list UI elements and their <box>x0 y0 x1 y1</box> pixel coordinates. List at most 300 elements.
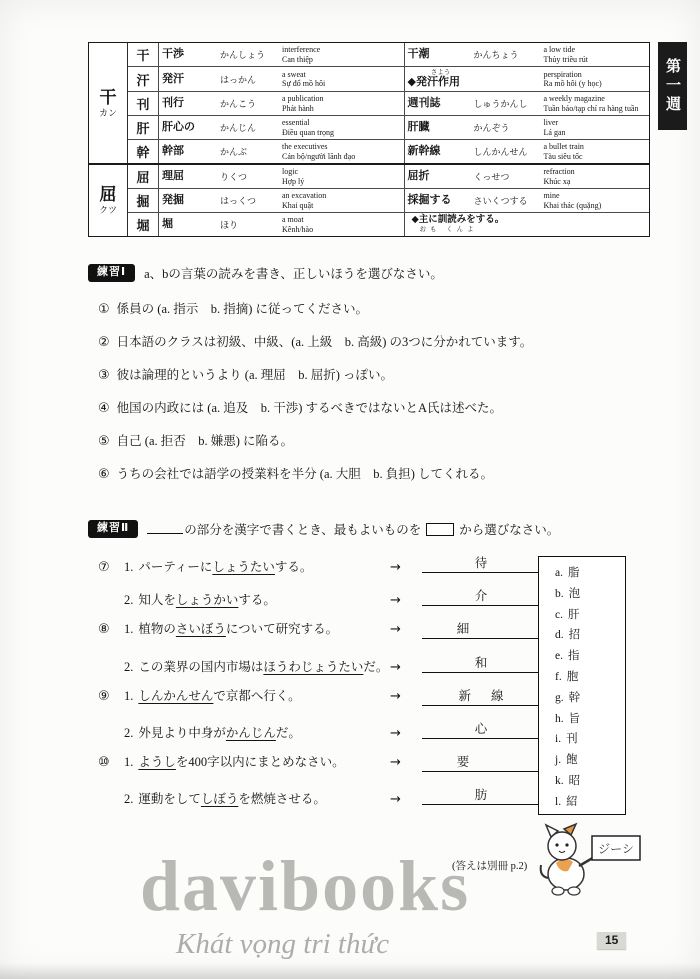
exercise1-item <box>98 301 646 334</box>
exercise1-instruction: a、bの言葉の読みを書き、正しいほうを選びなさい。 <box>144 267 443 281</box>
watermark-subtitle: Khát vọng tri thức <box>176 928 390 960</box>
option-letter: g. <box>555 691 564 704</box>
option-letter: e. <box>555 650 563 663</box>
underlined-kana: しんかんせん <box>138 688 214 703</box>
meaning-english: an excavation <box>282 191 327 200</box>
word-text: 肝臓 <box>407 121 430 133</box>
entry-reading: さいくつする <box>473 196 528 206</box>
entry-meanings <box>544 45 647 64</box>
cat-foot-left <box>552 887 564 895</box>
entry-right <box>405 140 650 163</box>
week-tab: 第一週 <box>658 42 687 130</box>
sub-number: 1. <box>124 688 134 703</box>
exercise2-line <box>98 785 540 818</box>
entry-meanings <box>282 45 401 64</box>
option-letter: b. <box>555 587 564 600</box>
exercise2-line <box>98 686 540 719</box>
option-letter: k. <box>555 774 564 787</box>
option-item <box>555 729 625 750</box>
option-letter: a. <box>555 567 563 579</box>
word-text: 干渉 <box>162 48 184 60</box>
usage-note-furigana: おも くんよ <box>419 226 478 233</box>
word-text: 新幹線 <box>407 145 441 157</box>
text-pre: この業界の国内市場は <box>138 659 264 674</box>
answer-blank-segment <box>471 760 487 770</box>
exercise1-badge: 練習Ⅰ <box>88 264 135 282</box>
option-item <box>555 667 625 688</box>
arrow-icon: → <box>390 593 401 609</box>
exercise2-line <box>98 719 540 752</box>
meaning-vietnamese: Khúc xạ <box>543 176 571 186</box>
item-number: ④ <box>98 401 110 416</box>
item-text <box>124 557 390 575</box>
word-text: 屈折 <box>407 170 430 182</box>
meaning-vietnamese: Phát hành <box>282 103 314 113</box>
cat-eye-left <box>555 843 558 846</box>
entry-right <box>405 189 650 212</box>
sub-number: 2. <box>124 659 134 674</box>
group-rows <box>128 43 649 163</box>
kanji-row <box>128 67 649 92</box>
exercise2-line <box>98 553 540 586</box>
entry-right <box>405 92 650 115</box>
item-number: ⑦ <box>98 560 110 575</box>
answer-blank-segment <box>457 661 473 671</box>
entry-left <box>159 92 405 115</box>
item-text <box>124 590 390 608</box>
meaning-english: a low tide <box>543 45 576 54</box>
word-text: 採掘する <box>407 194 452 206</box>
text-post: を燃焼させる。 <box>238 792 326 807</box>
entry-left <box>159 189 405 212</box>
answer-blank-segment <box>489 727 505 737</box>
exercise1-items <box>98 301 646 499</box>
item-number: ③ <box>98 368 110 383</box>
kanji-table <box>88 42 650 237</box>
meaning-english: a publication <box>282 94 324 103</box>
entry-meanings <box>544 191 647 210</box>
option-item <box>555 688 625 709</box>
entry-word <box>408 170 474 183</box>
text-post: だ。 <box>275 725 301 740</box>
text-post: だ。 <box>363 659 389 674</box>
cat-foot-right <box>568 887 580 895</box>
word-furigana: さよう <box>430 69 451 76</box>
word-text: 刊行 <box>162 97 184 109</box>
meaning-vietnamese: Tàu siêu tốc <box>543 151 583 161</box>
option-kanji: 旨 <box>568 712 581 725</box>
text-post: で京都へ行く。 <box>213 688 301 703</box>
answer-blank-segment <box>471 627 487 637</box>
word-text: 肝心の <box>162 121 195 133</box>
option-letter: h. <box>555 712 564 725</box>
answer-blank-segment <box>489 627 505 637</box>
entry-word <box>162 73 220 86</box>
answer-location-note: (答えは別冊 p.2) <box>452 861 528 872</box>
answer-kanji: 介 <box>474 589 488 604</box>
page-number: 15 <box>597 932 626 949</box>
underlined-kana: しょうたい <box>212 560 275 574</box>
item-text <box>124 723 390 741</box>
answer-kanji: 待 <box>474 556 488 570</box>
exercise2-line <box>98 653 540 686</box>
item-text: 係員の (a. 指示 b. 指摘) に従ってください。 <box>116 302 369 316</box>
kanji-row <box>128 213 649 236</box>
entry-word <box>408 194 474 207</box>
entry-word <box>408 97 474 110</box>
entry-word <box>162 48 220 61</box>
sub-number: 1. <box>124 560 134 574</box>
exercise2-line <box>98 586 540 619</box>
sub-number: 1. <box>124 755 134 770</box>
item-text <box>124 657 390 675</box>
underlined-kana: ようし <box>138 755 176 770</box>
row-kanji: 汗 <box>128 67 159 91</box>
meaning-vietnamese: Lá gan <box>543 127 566 137</box>
text-pre: 知人を <box>138 593 176 608</box>
meaning-vietnamese: Cán bộ/người lãnh đạo <box>282 151 356 161</box>
option-letter: j. <box>555 754 562 767</box>
entry-right <box>405 67 650 91</box>
entry-word <box>162 194 220 207</box>
answer-kanji: 肪 <box>474 788 488 803</box>
answer-blank <box>422 752 540 772</box>
option-letter: f. <box>555 670 562 683</box>
meaning-vietnamese: Can thiệp <box>282 54 313 64</box>
exercise2-header <box>88 520 559 538</box>
entry-word <box>162 218 220 231</box>
option-kanji: 招 <box>568 629 581 642</box>
kanji-row <box>128 43 649 67</box>
item-text <box>124 752 390 770</box>
meaning-english: liver <box>543 118 559 127</box>
entry-left <box>159 140 405 163</box>
arrow-icon: → <box>390 560 401 575</box>
meaning-english: essential <box>282 118 310 127</box>
entry-right <box>405 213 650 236</box>
item-text <box>124 686 390 704</box>
answer-blank-segment <box>457 793 473 803</box>
text-post: を400字以内にまとめなさい。 <box>175 755 345 770</box>
meaning-english: interference <box>282 45 321 54</box>
answer-blank <box>422 653 540 673</box>
entry-meanings <box>544 70 647 89</box>
option-kanji: 脂 <box>567 567 580 579</box>
exercise2-line <box>98 752 540 785</box>
item-number: ⑧ <box>98 622 110 638</box>
exercise1-header <box>88 264 443 282</box>
text-pre: 植物の <box>138 622 176 637</box>
word-text: 理屈 <box>162 170 184 182</box>
answer-kanji: 和 <box>474 655 488 670</box>
word-text: 干潮 <box>407 48 430 60</box>
kanji-row <box>128 116 649 140</box>
cat-eye-right <box>565 843 568 846</box>
answer-blank-segment <box>457 594 473 604</box>
item-number: ① <box>98 302 110 317</box>
entry-reading: かんちょう <box>473 50 519 60</box>
group-head-kanji: 干 <box>99 87 117 107</box>
answer-blank <box>422 553 540 573</box>
option-item <box>555 563 625 584</box>
row-kanji: 堀 <box>128 213 159 236</box>
usage-note-text: ◆主に訓読みをする。 <box>411 215 505 225</box>
exercise1-item <box>98 433 646 466</box>
meaning-vietnamese: Sự đổ mồ hôi <box>282 79 326 88</box>
kanji-row <box>128 165 649 189</box>
cat-sign-text: ジーシ <box>598 842 634 856</box>
answer-blank-segment <box>489 760 505 770</box>
word-text: 堀 <box>162 218 173 230</box>
option-item <box>555 625 625 646</box>
item-text: 日本語のクラスは初級、中級、(a. 上級 b. 高級) の3つに分かれています。 <box>116 335 533 349</box>
sub-number: 2. <box>124 792 134 807</box>
text-pre: 外見より中身が <box>138 725 226 740</box>
answer-kanji: 線 <box>491 688 504 703</box>
item-text: 自己 (a. 拒否 b. 嫌悪) に陥る。 <box>116 434 294 448</box>
answer-blank-segment <box>457 561 473 571</box>
entry-reading: りくつ <box>220 172 248 182</box>
options-list <box>555 563 625 813</box>
option-item <box>555 605 625 626</box>
meaning-english: the executives <box>282 142 328 151</box>
option-item <box>555 750 625 771</box>
entry-word <box>408 121 474 134</box>
usage-note <box>408 215 505 234</box>
text-post: する。 <box>274 560 313 574</box>
meaning-vietnamese: Hợp lý <box>282 176 305 186</box>
entry-word <box>162 121 220 134</box>
option-item <box>555 792 625 813</box>
kanji-group <box>89 163 649 236</box>
watermark: davibooks <box>140 846 471 926</box>
exercise2-line <box>98 619 540 652</box>
option-kanji: 幹 <box>568 691 581 704</box>
row-kanji: 屈 <box>128 165 159 188</box>
option-kanji: 指 <box>567 650 580 663</box>
option-kanji: 肝 <box>567 608 580 621</box>
option-letter: i. <box>555 733 562 746</box>
option-kanji: 胞 <box>566 670 579 683</box>
word-text: 発汗 <box>162 72 184 85</box>
group-head-reading: カン <box>98 107 117 118</box>
group-rows <box>128 165 649 236</box>
option-kanji: 泡 <box>568 587 581 600</box>
underlined-kana: しぼう <box>200 792 239 807</box>
option-letter: c. <box>555 608 563 621</box>
answer-blank-segment <box>489 594 505 604</box>
entry-reading: かんぞう <box>473 123 510 133</box>
entry-right <box>405 43 650 66</box>
meaning-english: a bullet train <box>543 142 584 151</box>
entry-reading: かんこう <box>220 99 257 109</box>
exercise1-item <box>98 367 646 400</box>
entry-word <box>408 145 474 158</box>
answer-blank <box>422 586 540 606</box>
underlined-kana: かんじん <box>225 725 276 740</box>
entry-word <box>408 48 474 61</box>
meaning-vietnamese: Ra mồ hôi (y học) <box>543 79 602 88</box>
row-kanji: 幹 <box>128 140 159 163</box>
answer-blank-segment <box>457 727 473 737</box>
group-head-reading: クツ <box>98 205 117 215</box>
meaning-english: refraction <box>543 167 575 176</box>
entry-left <box>159 213 405 236</box>
option-item <box>555 584 625 605</box>
group-head <box>89 165 128 236</box>
sub-number: 1. <box>124 622 134 637</box>
answer-kanji: 細 <box>456 622 470 637</box>
entry-reading: くっせつ <box>473 172 510 182</box>
arrow-icon: → <box>390 725 401 741</box>
entry-meanings <box>282 191 401 210</box>
entry-meanings <box>282 70 401 89</box>
text-pre: 運動をして <box>138 792 201 807</box>
kanji-row <box>128 140 649 163</box>
meaning-vietnamese: Khai thác (quặng) <box>543 200 602 210</box>
entry-meanings <box>544 142 647 161</box>
entry-meanings <box>544 118 647 137</box>
meaning-english: a sweat <box>282 69 306 79</box>
word-text: 発掘 <box>162 194 184 206</box>
group-head <box>89 43 128 163</box>
meaning-english: a weekly magazine <box>543 94 605 103</box>
answer-blank <box>422 719 540 739</box>
entry-reading: しゅうかんし <box>473 99 528 109</box>
item-text <box>124 619 390 637</box>
entry-meanings <box>282 94 401 113</box>
meaning-vietnamese: Khai quật <box>282 200 314 210</box>
instruction-text-post: から選びなさい。 <box>459 523 560 537</box>
group-head-kanji: 屈 <box>99 185 117 204</box>
item-text <box>124 789 390 807</box>
entry-reading: はっくつ <box>220 196 257 206</box>
exercise1-item <box>98 334 646 367</box>
answer-blank <box>422 686 540 706</box>
entry-meanings <box>282 167 401 186</box>
instruction-blank-line <box>147 521 183 534</box>
word-text: ◆発汗作用 <box>407 76 460 88</box>
entry-meanings <box>544 167 647 186</box>
entry-reading: かんじん <box>220 123 257 133</box>
entry-left <box>159 67 405 91</box>
options-box <box>538 556 626 815</box>
entry-meanings <box>282 118 401 137</box>
exercise2-items <box>98 553 540 819</box>
item-number: ⑨ <box>98 688 110 704</box>
underlined-kana: ほうわじょうたい <box>263 659 364 674</box>
item-number: ⑤ <box>98 434 110 449</box>
entry-meanings <box>544 94 647 113</box>
arrow-icon: → <box>390 622 401 638</box>
entry-word <box>162 97 220 110</box>
word-text: 幹部 <box>162 145 184 157</box>
answer-blank <box>422 785 540 805</box>
option-kanji: 昭 <box>568 774 581 787</box>
option-kanji: 刊 <box>566 733 578 746</box>
entry-meanings <box>282 215 401 234</box>
option-kanji: 紹 <box>566 795 578 808</box>
item-text: 彼は論理的というより (a. 理屈 b. 屈折) っぽい。 <box>116 368 394 382</box>
kanji-row <box>128 189 649 213</box>
row-kanji: 掘 <box>128 189 159 212</box>
row-kanji: 刊 <box>128 92 159 115</box>
sub-number: 2. <box>124 725 134 740</box>
answer-kanji: 心 <box>474 721 488 736</box>
exercise1-item <box>98 400 646 433</box>
entry-right <box>405 165 650 188</box>
item-text: うちの会社では語学の授業料を半分 (a. 大胆 b. 負担) してくれる。 <box>116 467 494 481</box>
option-letter: l. <box>555 795 562 808</box>
answer-kanji: 新 <box>458 688 471 703</box>
scan-shadow <box>0 963 700 979</box>
row-kanji: 肝 <box>128 116 159 139</box>
arrow-icon: → <box>390 688 401 704</box>
entry-left <box>159 116 405 139</box>
meaning-english: mine <box>543 191 560 200</box>
meaning-vietnamese: Tuần báo/tạp chí ra hàng tuần <box>543 103 639 113</box>
meaning-english: logic <box>282 167 298 176</box>
option-item <box>555 646 625 667</box>
text-post: について研究する。 <box>225 622 339 637</box>
item-number: ⑩ <box>98 755 110 771</box>
cat-mascot <box>534 814 648 900</box>
answer-kanji: 要 <box>456 755 470 770</box>
exercise2-instruction <box>147 520 559 538</box>
entry-word <box>408 69 474 89</box>
entry-reading: かんしょう <box>220 50 266 60</box>
answer-blank-segment <box>473 694 489 704</box>
answer-blank <box>422 619 540 639</box>
cat-tail <box>541 865 548 878</box>
entry-word <box>162 145 220 158</box>
text-post: する。 <box>238 593 276 608</box>
entry-right <box>405 116 650 139</box>
text-pre: パーティーに <box>138 560 213 574</box>
meaning-english: a moat <box>282 215 304 224</box>
answer-blank-segment <box>489 661 505 671</box>
entry-reading: ほり <box>220 220 239 230</box>
meaning-english: perspiration <box>543 69 582 79</box>
underlined-kana: しょうかい <box>175 593 239 608</box>
answer-blank-segment <box>489 561 505 571</box>
row-kanji: 干 <box>128 43 159 66</box>
meaning-vietnamese: Kênh/hào <box>282 224 314 234</box>
answer-blank-segment <box>489 793 505 803</box>
option-kanji: 飽 <box>566 754 578 767</box>
kanji-group <box>89 43 649 163</box>
entry-word <box>162 170 220 183</box>
entry-reading: かんぶ <box>220 147 248 157</box>
exercise2-badge: 練習Ⅱ <box>88 520 138 538</box>
option-letter: d. <box>555 629 564 642</box>
item-text: 他国の内政には (a. 追及 b. 干渉) するべきではないとA氏は述べた。 <box>116 401 503 415</box>
kanji-row <box>128 92 649 116</box>
word-text: 週刊誌 <box>407 97 441 109</box>
entry-left <box>159 43 405 66</box>
item-number: ② <box>98 335 110 350</box>
entry-meanings <box>282 142 401 161</box>
underlined-kana: さいぼう <box>175 622 226 637</box>
entry-left <box>159 165 405 188</box>
entry-reading: しんかんせん <box>473 147 528 157</box>
arrow-icon: → <box>390 755 401 771</box>
arrow-icon: → <box>390 792 401 808</box>
sub-number: 2. <box>124 593 134 608</box>
entry-reading: はっかん <box>220 74 257 85</box>
exercise1-item <box>98 466 646 499</box>
instruction-choice-box <box>426 523 454 536</box>
